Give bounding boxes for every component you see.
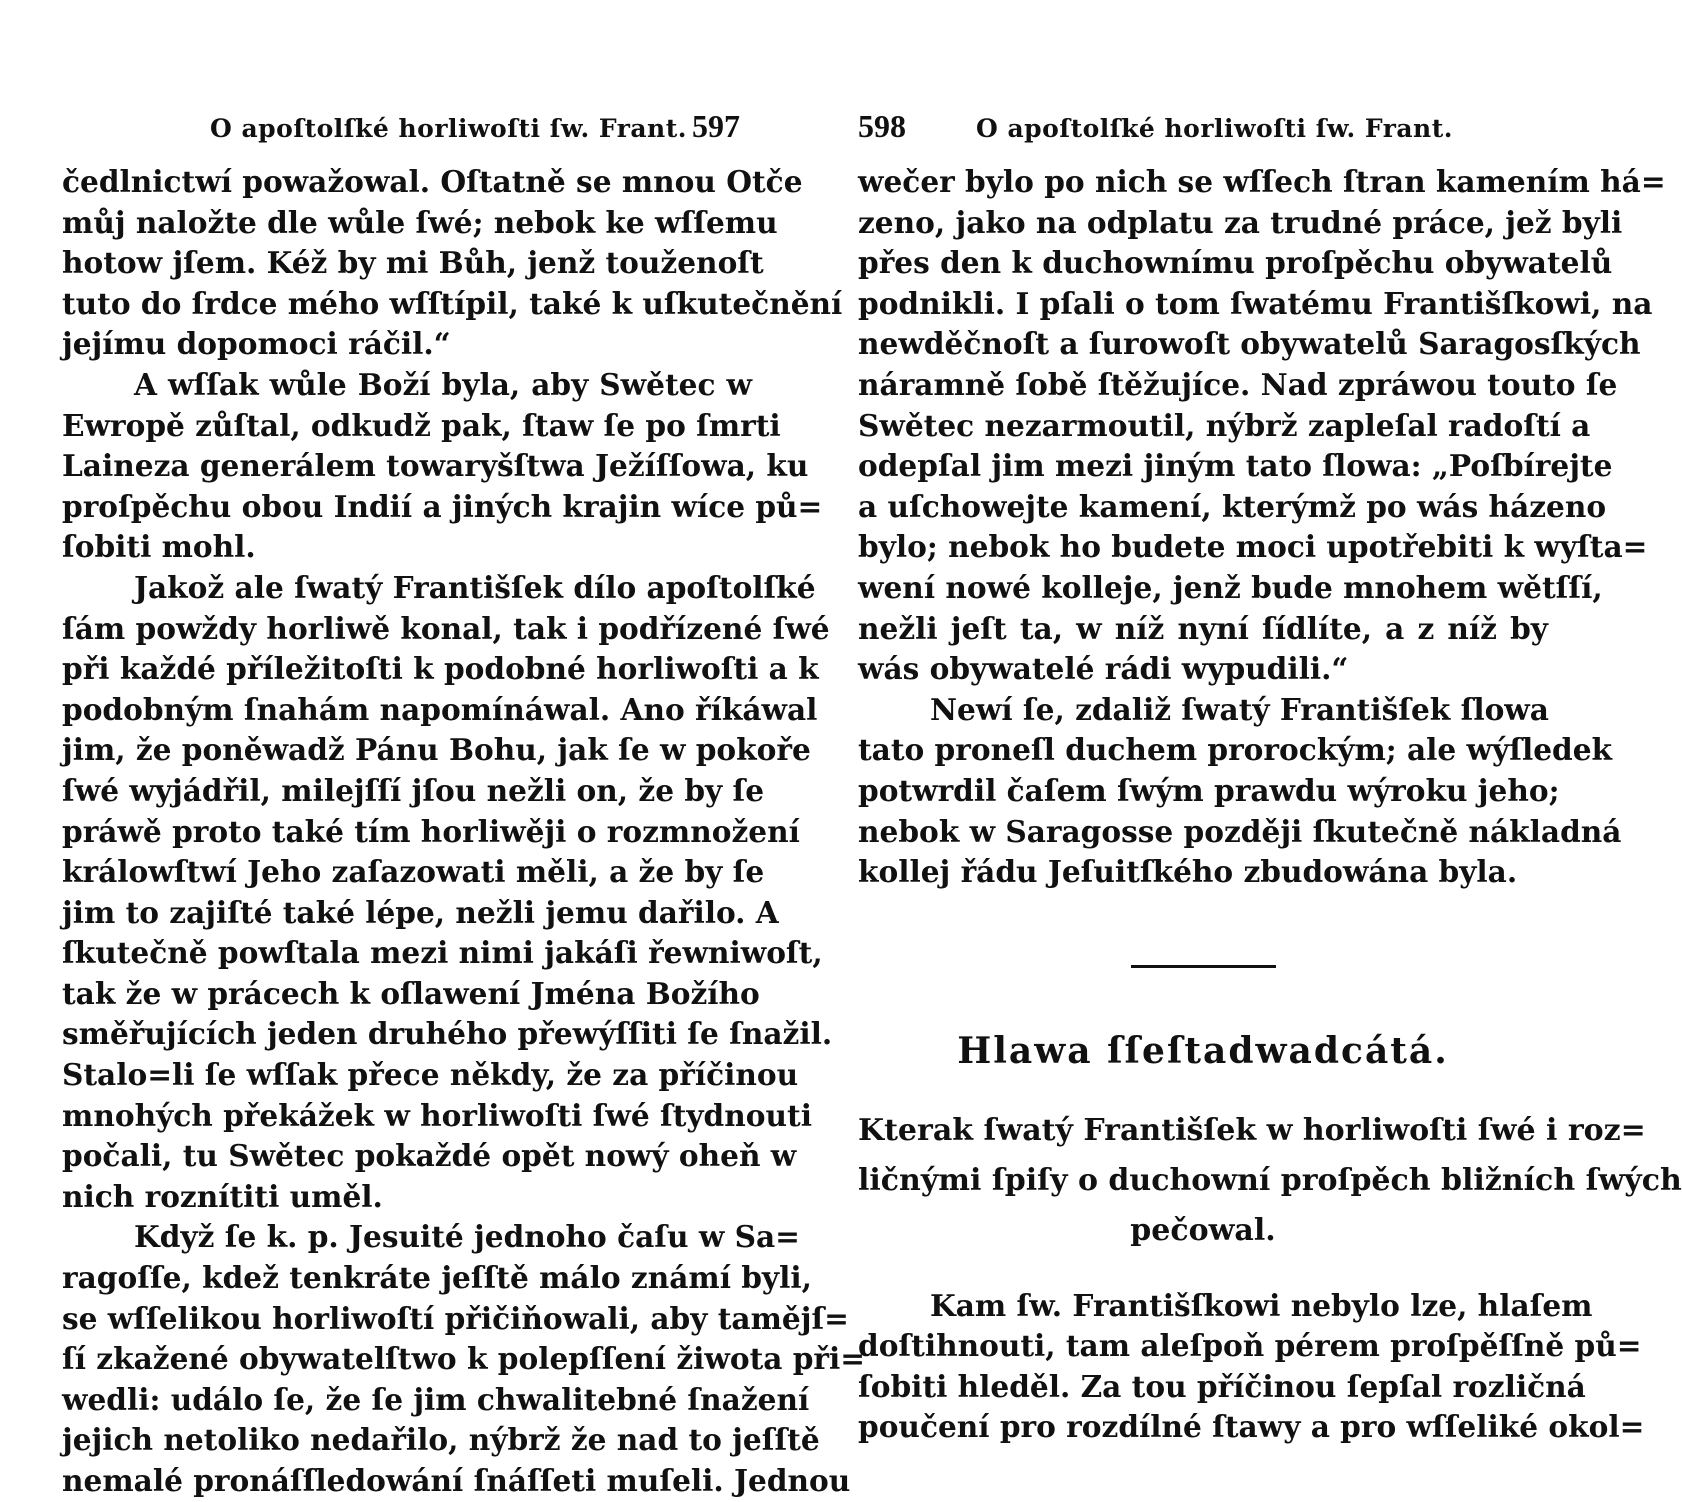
text-line: Ewropě zůſtal, odkudž pak, ſtaw ſe po ſmrti bbox=[62, 407, 781, 443]
right-body-text bbox=[858, 162, 1666, 893]
section-divider-rule bbox=[1131, 965, 1276, 968]
right-body-text-after-chapter bbox=[858, 1286, 1645, 1448]
text-line: jejich netoliko nedařilo, nýbrž že nad to jeſſtě bbox=[62, 1422, 820, 1458]
text-line: wečer bylo po nich se wſſech ſtran kamením há= bbox=[858, 164, 1666, 199]
left-running-head bbox=[62, 100, 752, 162]
text-line: Newí ſe, zdaliž ſwatý Františſek ſlowa bbox=[930, 691, 1549, 727]
text-line: bylo; nebok ho budete moci upotřebiti k wyſta= bbox=[858, 529, 1648, 565]
text-line: proſpěchu obou Indií a jiných krajin wíce pů= bbox=[62, 488, 823, 524]
text-line: podnikli. I pſali o tom ſwatému Františſkowi, na bbox=[858, 285, 1653, 321]
text-line: tato proneſl duchem prorockým; ale wýſledek bbox=[858, 732, 1613, 768]
text-line: podobným ſnahám napomínáwal. Ano říkáwal bbox=[62, 691, 818, 727]
text-line: ſkutečně powſtala mezi nimi jakáſi řewniwoſt, bbox=[62, 935, 823, 971]
text-line: při každé příležitoſti k podobné horliwoſti a k bbox=[62, 651, 819, 687]
text-line: nemalé pronáſſledowání ſnáſſeti muſeli. Jednou bbox=[62, 1463, 851, 1498]
left-page bbox=[62, 100, 866, 1502]
text-line: Stalo=li ſe wſſak přece někdy, že za příčinou bbox=[62, 1057, 799, 1093]
text-line: wás obywatelé rádi wypudili.“ bbox=[858, 651, 1349, 687]
text-line: tuto do ſrdce mého wſſtípil, také k uſkutečnění bbox=[62, 285, 843, 321]
text-line: poučení pro rozdílné ſtawy a pro wſſeliké okol= bbox=[858, 1409, 1645, 1445]
right-running-title: O apoſtolſké horliwoſti ſw. Frant. bbox=[976, 114, 1453, 143]
text-line: Swětec nezarmoutil, nýbrž zapleſal radoſtí a bbox=[858, 407, 1591, 443]
text-line: náramně ſobě ſtěžujíce. Nad zpráwou touto ſe bbox=[858, 366, 1618, 402]
text-line: ſwé wyjádřil, milejſſí jſou nežli on, že by ſe bbox=[62, 772, 765, 808]
text-line: ſám powždy horliwě konal, tak i podřízené ſwé bbox=[62, 610, 830, 646]
text-line: můj naložte dle wůle ſwé; nebok ke wſſemu bbox=[62, 204, 778, 240]
text-line: ſobiti hleděl. Za tou příčinou ſepſal rozličná bbox=[858, 1368, 1586, 1404]
left-body-text bbox=[62, 162, 866, 1502]
text-line: jim to zajiſté také lépe, nežli jemu dařilo. A bbox=[62, 894, 779, 930]
chapter-title: Hlawa ſſeſtadwadcátá. bbox=[957, 1029, 1449, 1072]
text-line: jim, že poněwadž Pánu Bohu, jak ſe w pokoře bbox=[62, 732, 811, 768]
text-line: Jakož ale ſwatý Františſek dílo apoſtolſké bbox=[134, 569, 816, 605]
text-line: wení nowé kolleje, jenž bude mnohem wětſſí, bbox=[858, 569, 1603, 605]
text-line: tak že w prácech k oſlawení Jména Božího bbox=[62, 975, 760, 1011]
text-line: ſobiti mohl. bbox=[62, 529, 256, 565]
text-line: Laineza generálem towaryšſtwa Ježíſſowa, ku bbox=[62, 448, 809, 484]
text-line: nich roznítiti uměl. bbox=[62, 1178, 383, 1214]
chapter-subtitle-line: Kterak ſwatý Františſek w horliwoſti ſwé i roz= bbox=[858, 1112, 1646, 1148]
text-line: A wſſak wůle Boží byla, aby Swětec w bbox=[134, 366, 752, 402]
text-line: potwrdil čaſem ſwým prawdu wýroku jeho; bbox=[858, 772, 1560, 808]
chapter-subtitle-line: pečowal. bbox=[1130, 1212, 1276, 1248]
right-page-number: 598 bbox=[858, 108, 906, 144]
text-line: králowſtwí Jeho zaſazowati měli, a že by ſe bbox=[62, 854, 765, 890]
text-line: přes den k duchownímu proſpěchu obywatelů bbox=[858, 245, 1613, 281]
text-line: hotow jſem. Kéž by mi Bůh, jenž touženoſt bbox=[62, 245, 764, 281]
text-line: se wſſelikou horliwoſtí přičiňowali, aby tamějſ= bbox=[62, 1300, 849, 1336]
text-line: počali, tu Swětec pokaždé opět nowý oheň w bbox=[62, 1138, 797, 1174]
text-line: odepſal jim mezi jiným tato ſlowa: „Poſbírejte bbox=[858, 448, 1613, 484]
text-line: práwě proto také tím horliwěji o rozmnožení bbox=[62, 813, 800, 849]
text-line: a uſchowejte kamení, kterýmž po wás házeno bbox=[858, 488, 1607, 524]
text-line: Kam ſw. Františſkowi nebylo lze, hlaſem bbox=[930, 1287, 1593, 1323]
text-line: wedli: událo ſe, že ſe jim chwalitebné ſnažení bbox=[62, 1381, 810, 1417]
chapter-subtitle-line: ličnými ſpiſy o duchowní proſpěch bližních ſwých bbox=[858, 1162, 1682, 1198]
text-line: jejímu dopomoci ráčil.“ bbox=[62, 326, 451, 362]
text-line: směřujících jeden druhého přewýſſiti ſe ſnažil. bbox=[62, 1016, 833, 1052]
text-line: kollej řádu Jeſuitſkého zbudowána byla. bbox=[858, 854, 1518, 890]
text-line: newděčnoſt a ſurowoſt obywatelů Saragosſkých bbox=[858, 326, 1641, 362]
text-line: nežli jeſt ta, w níž nyní ſídlíte, a z níž by bbox=[858, 610, 1548, 646]
chapter-subtitle bbox=[858, 1106, 1682, 1256]
text-line: ragoſſe, kdež tenkráte jeſſtě málo známí byli, bbox=[62, 1260, 812, 1296]
text-line: čedlnictwí powažowal. Oſtatně se mnou Otče bbox=[62, 164, 803, 199]
left-running-title: O apoſtolſké horliwoſti ſw. Frant. bbox=[210, 114, 687, 143]
text-line: Když ſe k. p. Jesuité jednoho čaſu w Sa= bbox=[134, 1219, 800, 1255]
left-page-number: 597 bbox=[692, 108, 740, 144]
text-line: doſtihnouti, tam aleſpoň pérem proſpěſſně pů= bbox=[858, 1328, 1642, 1364]
text-line: ſí zkažené obywatelſtwo k polepſſení žiwota při= bbox=[62, 1341, 866, 1377]
text-line: nebok w Saragosse později ſkutečně nákladná bbox=[858, 813, 1622, 849]
text-line: zeno, jako na odplatu za trudné práce, jež byli bbox=[858, 204, 1623, 240]
right-running-head bbox=[858, 100, 1548, 162]
right-page bbox=[858, 100, 1682, 1448]
text-line: mnohých překážek w horliwoſti ſwé ſtydnouti bbox=[62, 1097, 812, 1133]
